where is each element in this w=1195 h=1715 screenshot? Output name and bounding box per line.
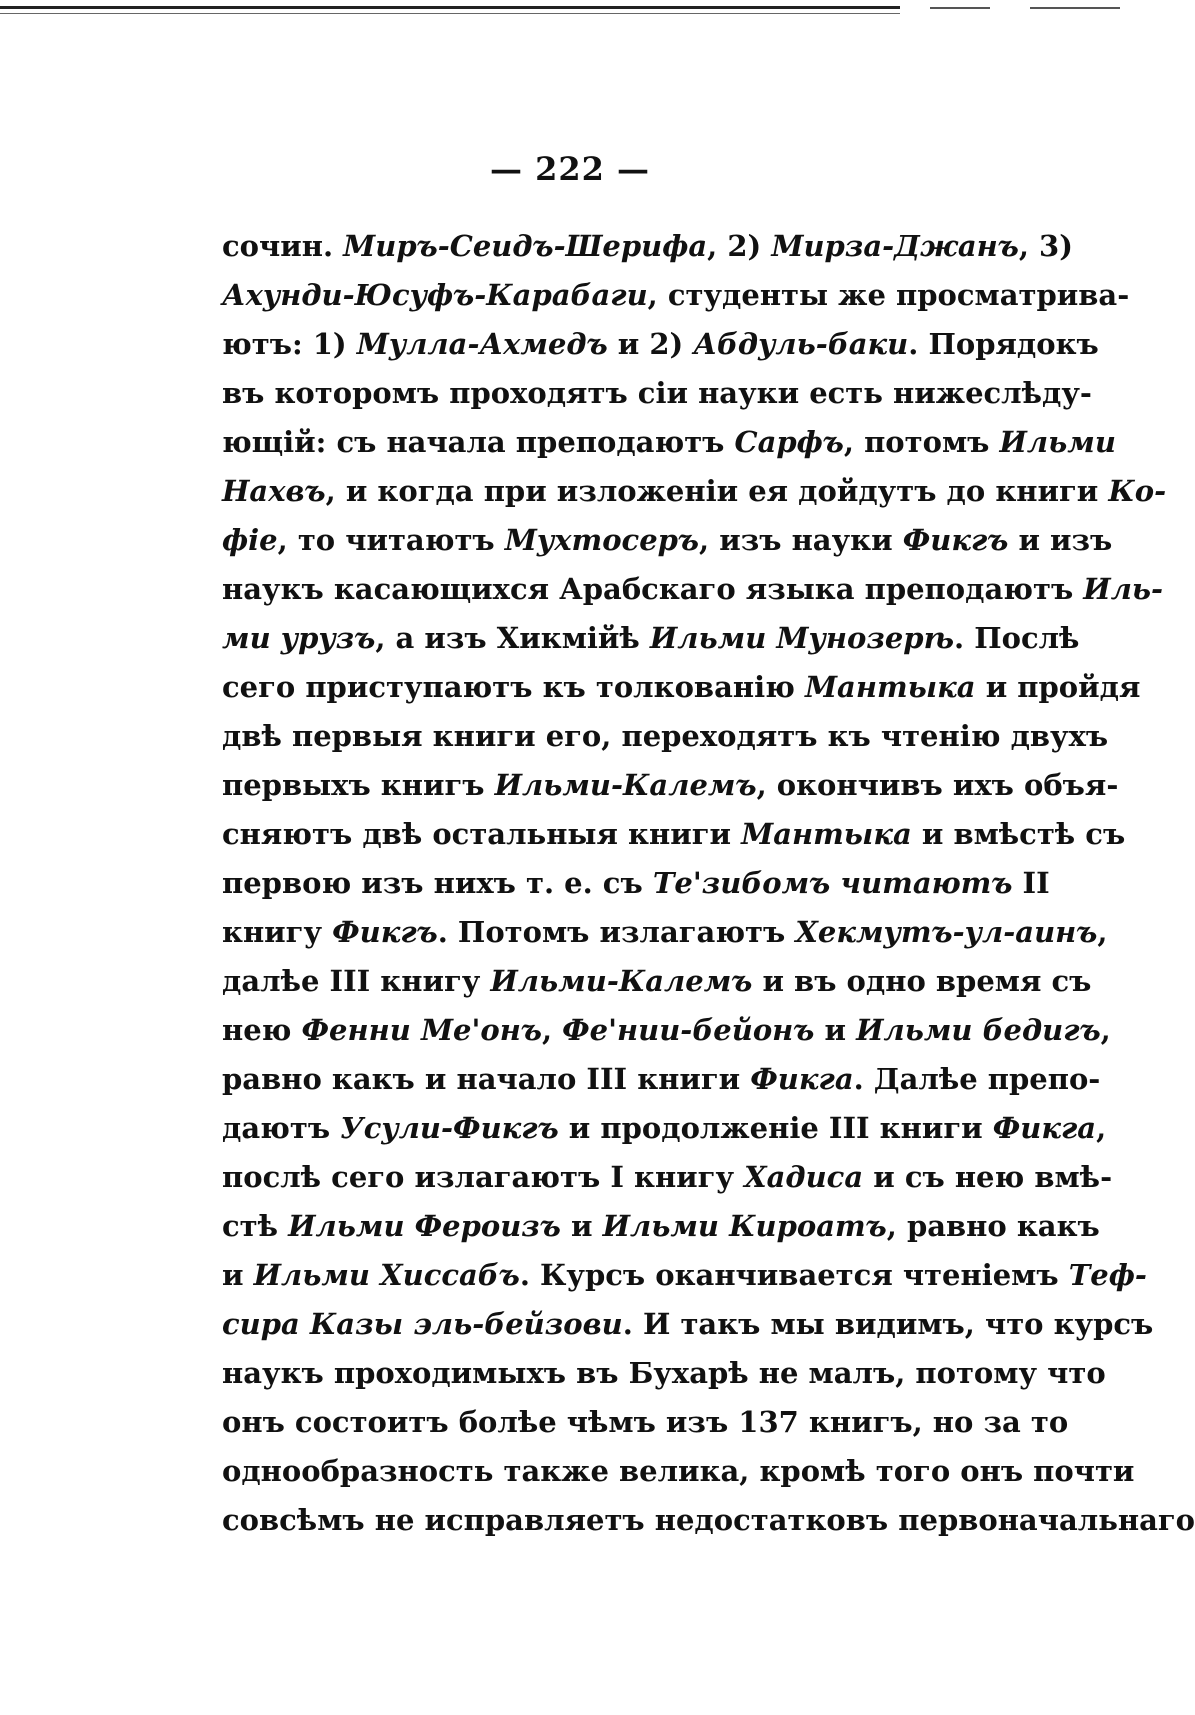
text-line: книгу Фикгъ. Потомъ излагаютъ Хекмутъ-ул-аинъ, [222, 915, 1108, 949]
top-border-dash [1030, 7, 1120, 9]
text-line: сего приступаютъ къ толкованію Мантыка и пройдя [222, 670, 1141, 704]
top-border-rule [0, 6, 1140, 14]
page-number: — 222 — [489, 150, 651, 188]
text-line: однообразность также велика, кромѣ того онъ почти [222, 1454, 1135, 1488]
text-line: сира Казы эль-бейзови. И такъ мы видимъ, что курсъ [222, 1307, 1154, 1341]
text-line: ютъ: 1) Мулла-Ахмедъ и 2) Абдуль-баки. Порядокъ [222, 327, 1099, 361]
text-line: сочин. Миръ-Сеидъ-Шерифа, 2) Мирза-Джанъ, 3) [222, 229, 1073, 263]
text-line: въ которомъ проходятъ сіи науки есть нижеслѣду- [222, 376, 1092, 410]
text-line: сняютъ двѣ остальныя книги Мантыка и вмѣстѣ съ [222, 817, 1126, 851]
text-line: наукъ касающихся Арабскаго языка преподаютъ Иль- [222, 572, 1164, 606]
text-line: далѣе III книгу Ильми-Калемъ и въ одно время съ [222, 964, 1092, 998]
text-line: фіе, то читаютъ Мухтосеръ, изъ науки Фикгъ и изъ [222, 523, 1113, 557]
text-line: совсѣмъ не исправляетъ недостатковъ первоначальнаго [222, 1503, 1195, 1537]
text-line: первою изъ нихъ т. е. съ Те'зибомъ читаютъ II [222, 866, 1050, 900]
text-line: нею Фенни Ме'онъ, Фе'нии-бейонъ и Ильми бедигъ, [222, 1013, 1111, 1047]
text-line: наукъ проходимыхъ въ Бухарѣ не малъ, потому что [222, 1356, 1106, 1390]
text-line: онъ состоитъ болѣе чѣмъ изъ 137 книгъ, но за то [222, 1405, 1069, 1439]
text-line: двѣ первыя книги его, переходятъ къ чтенію двухъ [222, 719, 1109, 753]
text-line: Ахунди-Юсуфъ-Карабаги, студенты же просматрива- [222, 278, 1130, 312]
text-line: послѣ сего излагаютъ I книгу Хадиса и съ нею вмѣ- [222, 1160, 1113, 1194]
text-line: даютъ Усули-Фикгъ и продолженіе III книги Фикга, [222, 1111, 1107, 1145]
text-line: первыхъ книгъ Ильми-Калемъ, окончивъ ихъ объя- [222, 768, 1119, 802]
text-line: равно какъ и начало III книги Фикга. Далѣе препо- [222, 1062, 1101, 1096]
text-line: Нахвъ, и когда при изложеніи ея дойдутъ до книги Ко- [222, 474, 1167, 508]
text-line: ющій: съ начала преподаютъ Сарфъ, потомъ Ильми [222, 425, 1116, 459]
text-line: и Ильми Хиссабъ. Курсъ оканчивается чтеніемъ Теф- [222, 1258, 1147, 1292]
top-border-dash [930, 7, 990, 9]
body-text [222, 222, 1195, 1545]
text-line: стѣ Ильми Фероизъ и Ильми Кироатъ, равно какъ [222, 1209, 1100, 1243]
text-line: ми урузъ, а изъ Хикмійѣ Ильми Мунозерѣ. Послѣ [222, 621, 1080, 655]
